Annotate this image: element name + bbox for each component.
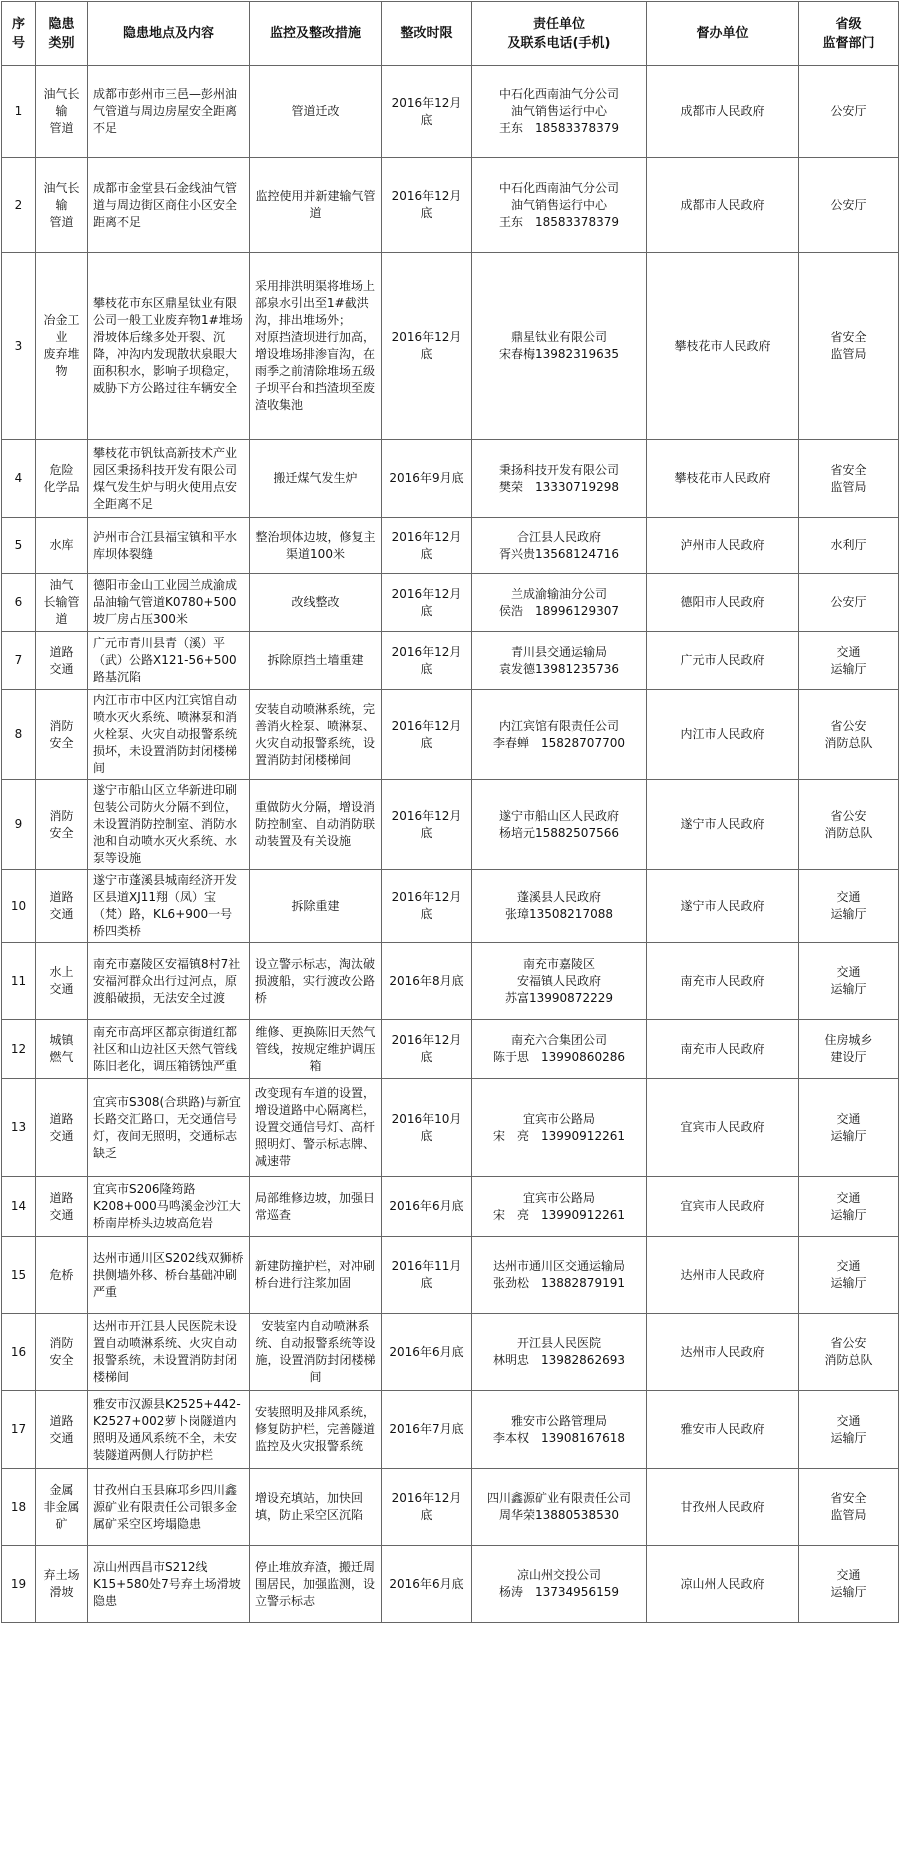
cell-location: 遂宁市蓬溪县城南经济开发区县道XJ11翔（凤）宝（梵）路，KL6+900一号桥四类桥 — [88, 870, 250, 943]
header-row — [2, 2, 899, 66]
cell-no: 3 — [2, 253, 36, 440]
cell-no: 12 — [2, 1020, 36, 1079]
cell-deadline: 2016年10月底 — [382, 1079, 472, 1177]
cell-supervisor: 南充市人民政府 — [647, 1020, 799, 1079]
cell-no: 5 — [2, 518, 36, 574]
cell-category: 油气长输 管道 — [36, 66, 88, 158]
cell-supervisor: 遂宁市人民政府 — [647, 870, 799, 943]
cell-deadline: 2016年11月底 — [382, 1237, 472, 1314]
cell-measures: 拆除重建 — [250, 870, 382, 943]
cell-deadline: 2016年6月底 — [382, 1314, 472, 1391]
cell-category: 消防 安全 — [36, 1314, 88, 1391]
cell-responsible: 达州市通川区交通运输局 张劲松 13882879191 — [472, 1237, 647, 1314]
cell-category: 道路 交通 — [36, 1079, 88, 1177]
cell-responsible: 南充市嘉陵区 安福镇人民政府 苏富13990872229 — [472, 943, 647, 1020]
header-measures: 监控及整改措施 — [250, 2, 382, 66]
cell-responsible: 鼎星钛业有限公司 宋春梅13982319635 — [472, 253, 647, 440]
cell-measures: 监控使用并新建输气管道 — [250, 158, 382, 253]
header-responsible: 责任单位 及联系电话(手机) — [472, 2, 647, 66]
cell-deadline: 2016年6月底 — [382, 1177, 472, 1237]
cell-no: 15 — [2, 1237, 36, 1314]
cell-no: 6 — [2, 574, 36, 632]
cell-deadline: 2016年12月底 — [382, 690, 472, 780]
cell-measures: 安装自动喷淋系统，完善消火栓泵、喷淋泵、火灾自动报警系统，设置消防封闭楼梯间 — [250, 690, 382, 780]
cell-measures: 维修、更换陈旧天然气管线，按规定维护调压箱 — [250, 1020, 382, 1079]
cell-provincial: 交通 运输厅 — [799, 632, 899, 690]
cell-responsible: 中石化西南油气分公司 油气销售运行中心 王东 18583378379 — [472, 66, 647, 158]
cell-responsible: 凉山州交投公司 杨涛 13734956159 — [472, 1546, 647, 1623]
cell-provincial: 交通 运输厅 — [799, 1237, 899, 1314]
cell-no: 1 — [2, 66, 36, 158]
cell-no: 2 — [2, 158, 36, 253]
table-row — [2, 1177, 899, 1237]
table-row — [2, 870, 899, 943]
cell-deadline: 2016年12月底 — [382, 632, 472, 690]
table-row — [2, 1079, 899, 1177]
cell-measures: 拆除原挡土墙重建 — [250, 632, 382, 690]
cell-provincial: 省安全 监管局 — [799, 1469, 899, 1546]
cell-measures: 改线整改 — [250, 574, 382, 632]
cell-location: 甘孜州白玉县麻邛乡四川鑫源矿业有限责任公司银多金属矿采空区垮塌隐患 — [88, 1469, 250, 1546]
cell-deadline: 2016年12月底 — [382, 870, 472, 943]
table-row — [2, 158, 899, 253]
cell-deadline: 2016年12月底 — [382, 518, 472, 574]
cell-provincial: 交通 运输厅 — [799, 1546, 899, 1623]
table-row — [2, 690, 899, 780]
cell-provincial: 交通 运输厅 — [799, 1391, 899, 1469]
cell-measures: 增设充填站，加快回填，防止采空区沉陷 — [250, 1469, 382, 1546]
cell-location: 泸州市合江县福宝镇和平水库坝体裂缝 — [88, 518, 250, 574]
cell-location: 凉山州西昌市S212线K15+580处7号弃土场滑坡隐患 — [88, 1546, 250, 1623]
cell-supervisor: 甘孜州人民政府 — [647, 1469, 799, 1546]
table-row — [2, 1469, 899, 1546]
cell-measures: 改变现有车道的设置，增设道路中心隔离栏，设置交通信号灯、高杆照明灯、警示标志牌、减速带 — [250, 1079, 382, 1177]
table-row — [2, 1546, 899, 1623]
cell-deadline: 2016年7月底 — [382, 1391, 472, 1469]
cell-provincial: 交通 运输厅 — [799, 1079, 899, 1177]
cell-supervisor: 成都市人民政府 — [647, 66, 799, 158]
cell-deadline: 2016年12月底 — [382, 66, 472, 158]
table-row — [2, 780, 899, 870]
cell-provincial: 省安全 监管局 — [799, 253, 899, 440]
cell-supervisor: 德阳市人民政府 — [647, 574, 799, 632]
cell-category: 水库 — [36, 518, 88, 574]
cell-deadline: 2016年12月底 — [382, 1020, 472, 1079]
cell-provincial: 省公安 消防总队 — [799, 1314, 899, 1391]
table-row — [2, 1314, 899, 1391]
cell-category: 道路 交通 — [36, 1391, 88, 1469]
table-body — [2, 66, 899, 1623]
cell-no: 19 — [2, 1546, 36, 1623]
cell-location: 内江市市中区内江宾馆自动喷水灭火系统、喷淋泵和消火栓泵、火灾自动报警系统损坏，未设置消防封闭楼梯间 — [88, 690, 250, 780]
cell-responsible: 青川县交通运输局 袁发德13981235736 — [472, 632, 647, 690]
cell-supervisor: 达州市人民政府 — [647, 1237, 799, 1314]
cell-provincial: 交通 运输厅 — [799, 1177, 899, 1237]
cell-measures: 设立警示标志，淘汰破损渡船，实行渡改公路桥 — [250, 943, 382, 1020]
header-no: 序号 — [2, 2, 36, 66]
cell-location: 成都市彭州市三邑—彭州油气管道与周边房屋安全距离不足 — [88, 66, 250, 158]
cell-category: 消防 安全 — [36, 780, 88, 870]
table-row — [2, 574, 899, 632]
cell-no: 16 — [2, 1314, 36, 1391]
cell-measures: 新建防撞护栏，对冲刷桥台进行注浆加固 — [250, 1237, 382, 1314]
cell-responsible: 蓬溪县人民政府 张璋13508217088 — [472, 870, 647, 943]
cell-provincial: 交通 运输厅 — [799, 870, 899, 943]
cell-category: 油气长输 管道 — [36, 158, 88, 253]
cell-supervisor: 内江市人民政府 — [647, 690, 799, 780]
cell-measures: 重做防火分隔，增设消防控制室、自动消防联动装置及有关设施 — [250, 780, 382, 870]
cell-no: 14 — [2, 1177, 36, 1237]
cell-location: 南充市高坪区都京街道红都社区和山边社区天然气管线陈旧老化，调压箱锈蚀严重 — [88, 1020, 250, 1079]
table-row — [2, 1237, 899, 1314]
cell-responsible: 合江县人民政府 胥兴贵13568124716 — [472, 518, 647, 574]
cell-measures: 采用排洪明渠将堆场上部泉水引出至1#截洪沟，排出堆场外； 对原挡渣坝进行加高，增设堆场排渗盲沟，在雨季之前清除堆场五级子坝平台和挡渣坝至废渣收集池 — [250, 253, 382, 440]
cell-no: 18 — [2, 1469, 36, 1546]
cell-category: 危险 化学品 — [36, 440, 88, 518]
cell-location: 雅安市汉源县K2525+442-K2527+002萝卜岗隧道内照明及通风系统不全，未安装隧道两侧人行防护栏 — [88, 1391, 250, 1469]
cell-provincial: 省公安 消防总队 — [799, 780, 899, 870]
table-row — [2, 943, 899, 1020]
cell-deadline: 2016年8月底 — [382, 943, 472, 1020]
cell-measures: 安装照明及排风系统，修复防护栏，完善隧道监控及火灾报警系统 — [250, 1391, 382, 1469]
cell-responsible: 内江宾馆有限责任公司 李春蝉 15828707700 — [472, 690, 647, 780]
hazard-table — [1, 1, 899, 1623]
cell-responsible: 南充六合集团公司 陈于思 13990860286 — [472, 1020, 647, 1079]
cell-provincial: 公安厅 — [799, 158, 899, 253]
cell-location: 宜宾市S308(合珙路)与新宜长路交汇路口，无交通信号灯，夜间无照明，交通标志缺乏 — [88, 1079, 250, 1177]
cell-supervisor: 攀枝花市人民政府 — [647, 253, 799, 440]
cell-supervisor: 遂宁市人民政府 — [647, 780, 799, 870]
cell-no: 11 — [2, 943, 36, 1020]
cell-deadline: 2016年12月底 — [382, 253, 472, 440]
cell-supervisor: 达州市人民政府 — [647, 1314, 799, 1391]
cell-supervisor: 凉山州人民政府 — [647, 1546, 799, 1623]
cell-provincial: 住房城乡 建设厅 — [799, 1020, 899, 1079]
cell-no: 17 — [2, 1391, 36, 1469]
cell-supervisor: 宜宾市人民政府 — [647, 1177, 799, 1237]
cell-responsible: 四川鑫源矿业有限责任公司 周华荣13880538530 — [472, 1469, 647, 1546]
cell-no: 4 — [2, 440, 36, 518]
header-category: 隐患 类别 — [36, 2, 88, 66]
cell-category: 危桥 — [36, 1237, 88, 1314]
table-row — [2, 253, 899, 440]
cell-deadline: 2016年9月底 — [382, 440, 472, 518]
cell-deadline: 2016年12月底 — [382, 574, 472, 632]
cell-deadline: 2016年6月底 — [382, 1546, 472, 1623]
cell-category: 城镇 燃气 — [36, 1020, 88, 1079]
cell-measures: 管道迁改 — [250, 66, 382, 158]
cell-location: 攀枝花市东区鼎星钛业有限公司一般工业废弃物1#堆场滑坡体后缘多处开裂、沉降，冲沟内发现散状泉眼大面积积水，影响子坝稳定，威胁下方公路过往车辆安全 — [88, 253, 250, 440]
header-location: 隐患地点及内容 — [88, 2, 250, 66]
cell-no: 7 — [2, 632, 36, 690]
cell-location: 广元市青川县青（溪）平（武）公路X121-56+500路基沉陷 — [88, 632, 250, 690]
table-row — [2, 66, 899, 158]
cell-no: 10 — [2, 870, 36, 943]
cell-responsible: 雅安市公路管理局 李本权 13908167618 — [472, 1391, 647, 1469]
cell-supervisor: 雅安市人民政府 — [647, 1391, 799, 1469]
cell-location: 南充市嘉陵区安福镇8村7社安福河群众出行过河点，原渡船破损，无法安全过渡 — [88, 943, 250, 1020]
cell-supervisor: 攀枝花市人民政府 — [647, 440, 799, 518]
header-provincial: 省级 监督部门 — [799, 2, 899, 66]
cell-location: 成都市金堂县石金线油气管道与周边街区商住小区安全距离不足 — [88, 158, 250, 253]
table-row — [2, 1391, 899, 1469]
cell-responsible: 宜宾市公路局 宋 亮 13990912261 — [472, 1079, 647, 1177]
cell-deadline: 2016年12月底 — [382, 158, 472, 253]
cell-location: 遂宁市船山区立华新进印刷包装公司防火分隔不到位，未设置消防控制室、消防水池和自动喷水灭火系统、水泵等设施 — [88, 780, 250, 870]
cell-category: 弃土场 滑坡 — [36, 1546, 88, 1623]
cell-measures: 局部维修边坡，加强日常巡查 — [250, 1177, 382, 1237]
cell-provincial: 公安厅 — [799, 66, 899, 158]
cell-category: 消防 安全 — [36, 690, 88, 780]
cell-category: 油气 长输管道 — [36, 574, 88, 632]
cell-responsible: 宜宾市公路局 宋 亮 13990912261 — [472, 1177, 647, 1237]
table-row — [2, 518, 899, 574]
cell-provincial: 交通 运输厅 — [799, 943, 899, 1020]
cell-provincial: 水利厅 — [799, 518, 899, 574]
cell-provincial: 省公安 消防总队 — [799, 690, 899, 780]
header-supervisor: 督办单位 — [647, 2, 799, 66]
cell-measures: 安装室内自动喷淋系统、自动报警系统等设施，设置消防封闭楼梯间 — [250, 1314, 382, 1391]
cell-deadline: 2016年12月底 — [382, 1469, 472, 1546]
cell-responsible: 遂宁市船山区人民政府 杨培元15882507566 — [472, 780, 647, 870]
cell-location: 宜宾市S206隆筠路K208+000马鸣溪金沙江大桥南岸桥头边坡高危岩 — [88, 1177, 250, 1237]
cell-deadline: 2016年12月底 — [382, 780, 472, 870]
cell-responsible: 兰成渝输油分公司 侯浩 18996129307 — [472, 574, 647, 632]
cell-provincial: 省安全 监管局 — [799, 440, 899, 518]
cell-responsible: 秉扬科技开发有限公司 樊荣 13330719298 — [472, 440, 647, 518]
cell-no: 9 — [2, 780, 36, 870]
cell-category: 金属 非金属矿 — [36, 1469, 88, 1546]
cell-provincial: 公安厅 — [799, 574, 899, 632]
cell-location: 达州市开江县人民医院未设置自动喷淋系统、火灾自动报警系统，未设置消防封闭楼梯间 — [88, 1314, 250, 1391]
cell-location: 达州市通川区S202线双狮桥拱侧墙外移、桥台基础冲刷严重 — [88, 1237, 250, 1314]
cell-location: 德阳市金山工业园兰成渝成品油输气管道K0780+500坡厂房占压300米 — [88, 574, 250, 632]
cell-no: 8 — [2, 690, 36, 780]
cell-responsible: 开江县人民医院 林明忠 13982862693 — [472, 1314, 647, 1391]
cell-supervisor: 宜宾市人民政府 — [647, 1079, 799, 1177]
cell-measures: 整治坝体边坡，修复主渠道100米 — [250, 518, 382, 574]
cell-no: 13 — [2, 1079, 36, 1177]
cell-measures: 停止堆放弃渣，搬迁周围居民，加强监测，设立警示标志 — [250, 1546, 382, 1623]
cell-category: 道路 交通 — [36, 632, 88, 690]
table-row — [2, 632, 899, 690]
cell-supervisor: 泸州市人民政府 — [647, 518, 799, 574]
cell-responsible: 中石化西南油气分公司 油气销售运行中心 王东 18583378379 — [472, 158, 647, 253]
table-row — [2, 1020, 899, 1079]
cell-supervisor: 广元市人民政府 — [647, 632, 799, 690]
cell-category: 冶金工业 废弃堆物 — [36, 253, 88, 440]
cell-category: 道路 交通 — [36, 870, 88, 943]
cell-category: 水上 交通 — [36, 943, 88, 1020]
cell-supervisor: 成都市人民政府 — [647, 158, 799, 253]
cell-location: 攀枝花市钒钛高新技术产业园区秉扬科技开发有限公司煤气发生炉与明火使用点安全距离不足 — [88, 440, 250, 518]
cell-category: 道路 交通 — [36, 1177, 88, 1237]
cell-measures: 搬迁煤气发生炉 — [250, 440, 382, 518]
table-row — [2, 440, 899, 518]
cell-supervisor: 南充市人民政府 — [647, 943, 799, 1020]
header-deadline: 整改时限 — [382, 2, 472, 66]
